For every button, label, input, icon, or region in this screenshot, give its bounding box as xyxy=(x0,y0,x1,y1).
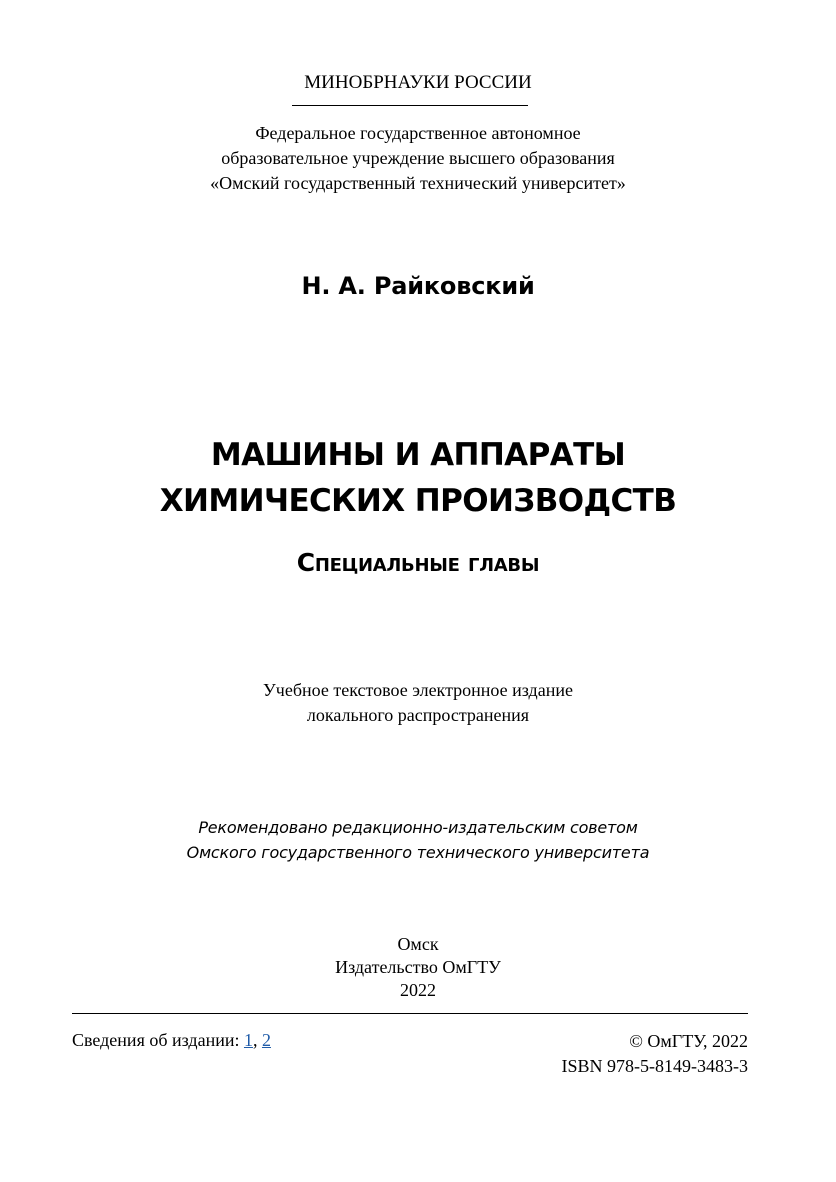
institution-line-1: Федеральное государственное автономное xyxy=(255,123,581,143)
isbn: ISBN 978-5-8149-3483-3 xyxy=(561,1056,748,1076)
edition-link-separator: , xyxy=(252,1030,258,1050)
footer-divider xyxy=(72,1013,748,1014)
edition-link-1[interactable]: 1 xyxy=(243,1030,253,1050)
recommendation-line-1: Рекомендовано редакционно-издательским советом xyxy=(198,818,638,837)
edition-type xyxy=(0,678,836,728)
imprint-city: Омск xyxy=(397,934,439,954)
ministry-underline xyxy=(292,105,528,106)
institution-line-3: «Омский государственный технический университет» xyxy=(210,173,626,193)
book-subtitle: Специальные главы xyxy=(296,548,540,577)
copyright: © ОмГТУ, 2022 xyxy=(629,1031,748,1051)
imprint-publisher: Издательство ОмГТУ xyxy=(335,957,501,977)
recommendation-line-2: Омского государственного технического университета xyxy=(186,843,650,862)
ministry-name: МИНОБРНАУКИ РОССИИ xyxy=(304,72,532,93)
recommendation-note xyxy=(0,815,836,865)
title-line-1: МАШИНЫ И АППАРАТЫ xyxy=(210,437,626,473)
edition-type-line-2: локального распространения xyxy=(306,705,530,725)
author-name: Н. А. Райковский xyxy=(301,272,535,300)
title-line-2: ХИМИЧЕСКИХ ПРОИЗВОДСТВ xyxy=(159,483,677,519)
edition-type-line-1: Учебное текстовое электронное издание xyxy=(263,680,573,700)
publication-info xyxy=(562,1029,749,1079)
book-title xyxy=(0,432,836,524)
edition-info-label: Сведения об издании: xyxy=(72,1030,240,1050)
edition-link-2[interactable]: 2 xyxy=(261,1030,271,1050)
edition-info xyxy=(72,1029,271,1051)
institution-line-2: образовательное учреждение высшего образования xyxy=(221,148,615,168)
imprint-year: 2022 xyxy=(400,980,436,1000)
imprint xyxy=(0,933,836,1002)
institution-name xyxy=(0,121,836,196)
